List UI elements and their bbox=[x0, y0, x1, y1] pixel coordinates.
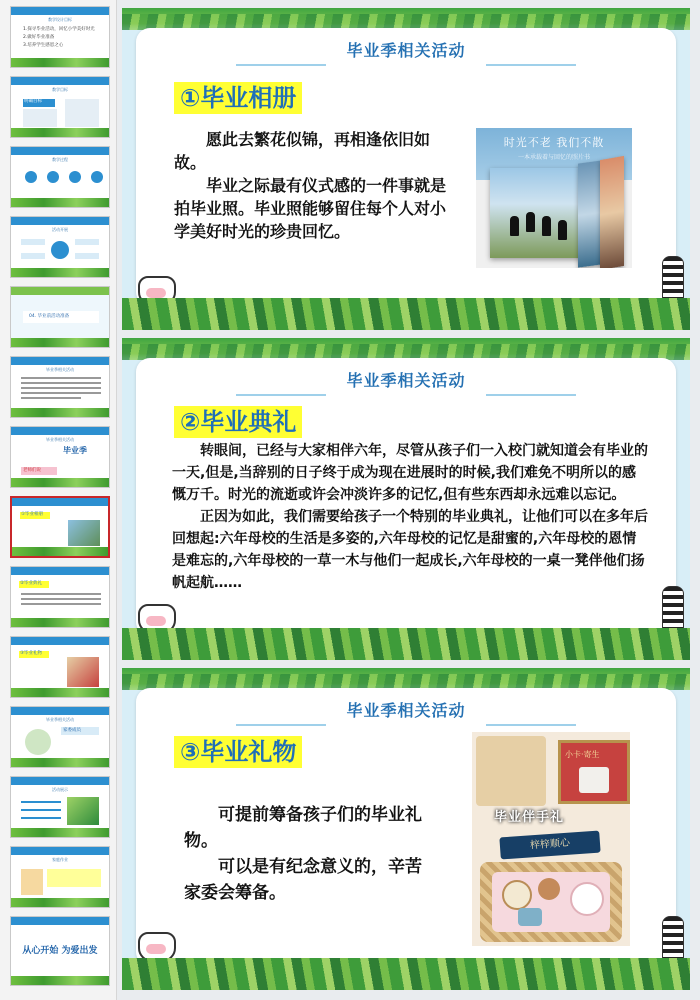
thumb-banner bbox=[11, 77, 109, 85]
section-heading: ②毕业典礼 bbox=[174, 406, 302, 438]
thumb-leaf-border bbox=[11, 976, 109, 985]
thumb-heading: 毕业季相关活动 bbox=[46, 437, 74, 442]
slide-thumbnail-1[interactable] bbox=[10, 6, 110, 68]
graduate-figure bbox=[510, 216, 519, 236]
gift-box bbox=[476, 736, 546, 806]
photo-book bbox=[490, 168, 590, 258]
leaf-border-bottom bbox=[122, 298, 690, 330]
slide-thumbnail-8[interactable] bbox=[10, 496, 110, 558]
thumb-heading: 家庭作业 bbox=[52, 857, 68, 862]
thumb-leaf-border bbox=[12, 547, 108, 556]
thumb-circle bbox=[25, 171, 37, 183]
thumb-image bbox=[21, 869, 43, 895]
thumb-banner bbox=[11, 917, 109, 925]
slide-graduation-album bbox=[122, 8, 690, 330]
thumb-circle bbox=[69, 171, 81, 183]
leaf-border-bottom bbox=[122, 958, 690, 990]
gift-item bbox=[570, 882, 604, 916]
gift-item bbox=[502, 880, 532, 910]
title-divider bbox=[486, 64, 576, 66]
slide-content-panel bbox=[136, 28, 676, 306]
leaf-border-bottom bbox=[122, 628, 690, 660]
slide-thumbnail-9[interactable] bbox=[10, 566, 110, 628]
photo-book bbox=[600, 156, 624, 268]
thumb-box bbox=[21, 239, 45, 245]
thumb-leaf-border bbox=[11, 618, 109, 627]
zebra-cartoon-icon bbox=[662, 256, 684, 302]
thumb-image bbox=[23, 109, 57, 127]
thumb-banner bbox=[11, 567, 109, 575]
thumb-leaf-border bbox=[11, 58, 109, 67]
photo-banner-text: 毕业伴手礼 bbox=[494, 810, 565, 825]
thumb-heading: 教学设计目标 bbox=[48, 17, 72, 22]
paragraph: 可以是有纪念意义的，辛苦家委会筹备。 bbox=[184, 857, 422, 903]
thumb-text: ②毕业典礼 bbox=[20, 581, 43, 586]
paragraph: 正因为如此，我们需要给孩子一个特别的毕业典礼，让他们可以在多年后回想起:六年母校的生活是多姿的,六年母校的记忆是甜蜜的,六年母校的恩情是难忘的,六年母校的一草一木与他们一起成长,六年母校的一桌一凳伴他们扬帆起航…… bbox=[172, 509, 648, 591]
thumb-big-text: 从心开始 为爱出发 bbox=[22, 946, 98, 956]
thumb-text-line bbox=[21, 382, 101, 384]
thumb-heading: 教学过程 bbox=[52, 157, 68, 162]
slide-thumbnail-7[interactable] bbox=[10, 426, 110, 488]
leaf-border-top bbox=[122, 668, 690, 690]
thumb-leaf-border bbox=[11, 898, 109, 907]
thumb-box bbox=[21, 253, 45, 259]
thumb-leaf-border bbox=[11, 128, 109, 137]
thumb-text-line bbox=[21, 392, 101, 394]
thumb-text: 家委成员 bbox=[63, 728, 81, 733]
slide-body-text bbox=[184, 802, 430, 906]
slide-thumbnail-13[interactable] bbox=[10, 846, 110, 908]
thumb-circle bbox=[47, 171, 59, 183]
slide-thumbnail-6[interactable] bbox=[10, 356, 110, 418]
thumb-box bbox=[75, 239, 99, 245]
slide-thumbnail-5[interactable] bbox=[10, 286, 110, 348]
thumb-heading: 活动展示 bbox=[52, 787, 68, 792]
slide-thumbnail-10[interactable] bbox=[10, 636, 110, 698]
slide-title: 毕业季相关活动 bbox=[346, 41, 466, 60]
thumb-heading: 活动开展 bbox=[52, 227, 68, 232]
paragraph: 愿此去繁花似锦，再相逢依旧如故。 bbox=[174, 130, 431, 172]
slide-thumbnail-rail bbox=[0, 0, 117, 1000]
title-divider bbox=[236, 394, 326, 396]
thumb-box bbox=[75, 253, 99, 259]
thumb-text: ③毕业礼物 bbox=[20, 651, 43, 656]
thumb-banner bbox=[11, 847, 109, 855]
zebra-cartoon-icon bbox=[662, 586, 684, 632]
thumb-heading: 毕业季相关活动 bbox=[46, 367, 74, 372]
slide-thumbnail-3[interactable] bbox=[10, 146, 110, 208]
thumb-text-line bbox=[21, 387, 101, 389]
thumb-banner bbox=[11, 147, 109, 155]
slide-thumbnail-2[interactable] bbox=[10, 76, 110, 138]
thumb-image bbox=[65, 99, 99, 127]
thumb-text-line bbox=[21, 598, 101, 600]
thumb-text-line bbox=[21, 397, 81, 399]
thumb-text: ①毕业相册 bbox=[21, 512, 44, 517]
photo-badge: 梓梓顺心 bbox=[499, 831, 600, 860]
thumb-leaf-border bbox=[11, 198, 109, 207]
graduate-figure bbox=[526, 212, 535, 232]
thumb-circle bbox=[91, 171, 103, 183]
thumb-big-text: 毕业季 bbox=[63, 446, 87, 455]
thumb-leaf-border bbox=[11, 758, 109, 767]
thumb-image bbox=[67, 657, 99, 687]
slide-graduation-ceremony bbox=[122, 338, 690, 660]
thumb-banner bbox=[11, 7, 109, 15]
thumb-image bbox=[68, 520, 100, 546]
photo-caption: 时光不老 我们不散 bbox=[503, 136, 605, 149]
slide-content-panel bbox=[136, 688, 676, 966]
photo-book-image bbox=[476, 128, 632, 268]
slide-thumbnail-12[interactable] bbox=[10, 776, 110, 838]
thumb-text-line bbox=[21, 603, 101, 605]
thumb-leaf-border bbox=[11, 478, 109, 487]
slide-body-text bbox=[172, 440, 648, 594]
graduate-figure bbox=[558, 220, 567, 240]
leaf-border-top bbox=[122, 338, 690, 360]
section-heading: ③毕业礼物 bbox=[174, 736, 302, 768]
thumb-text: 老师们说 bbox=[23, 468, 41, 473]
thumb-text: 1.探寻毕业活动，回忆小学美好时光 bbox=[23, 27, 95, 32]
photo-subcaption: 一本承载着与回忆的照片书 bbox=[517, 154, 590, 161]
title-divider bbox=[486, 724, 576, 726]
thumb-leaf-border bbox=[11, 408, 109, 417]
thumb-box bbox=[47, 869, 101, 887]
thumb-banner bbox=[11, 357, 109, 365]
thumb-banner bbox=[11, 287, 109, 295]
thumb-leaf-border bbox=[11, 338, 109, 347]
thumb-banner bbox=[11, 217, 109, 225]
title-divider bbox=[236, 724, 326, 726]
thumb-banner bbox=[11, 637, 109, 645]
gift-item bbox=[518, 908, 542, 926]
thumb-circle bbox=[25, 729, 51, 755]
thumb-heading: 毕业季相关活动 bbox=[46, 717, 74, 722]
paragraph: 可提前筹备孩子们的毕业礼物。 bbox=[184, 805, 422, 851]
slide-content-panel bbox=[136, 358, 676, 636]
thumb-leaf-border bbox=[11, 688, 109, 697]
thumb-leaf-border bbox=[11, 268, 109, 277]
gift-box-photo bbox=[472, 732, 630, 946]
graduate-figure bbox=[542, 216, 551, 236]
slide-title: 毕业季相关活动 bbox=[346, 371, 466, 390]
leaf-border-top bbox=[122, 8, 690, 30]
thumb-banner bbox=[11, 707, 109, 715]
slide-thumbnail-4[interactable] bbox=[10, 216, 110, 278]
thumb-text-line bbox=[21, 809, 61, 811]
thumb-banner bbox=[12, 498, 108, 506]
thumb-text: 2.做好毕业准备 bbox=[23, 35, 55, 40]
photo-book bbox=[578, 160, 602, 267]
title-divider bbox=[236, 64, 326, 66]
slide-thumbnail-11[interactable] bbox=[10, 706, 110, 768]
slide-body-text bbox=[174, 128, 446, 243]
thumb-text: 3.培养学生感恩之心 bbox=[23, 43, 64, 48]
thumb-text-line bbox=[21, 377, 101, 379]
gift-item bbox=[538, 878, 560, 900]
gift-box-red bbox=[558, 740, 630, 804]
thumb-circle bbox=[51, 241, 69, 259]
title-divider bbox=[486, 394, 576, 396]
thumb-heading: 教学目标 bbox=[52, 87, 68, 92]
thumb-leaf-border bbox=[11, 828, 109, 837]
thumb-banner bbox=[11, 777, 109, 785]
thumb-text-line bbox=[21, 817, 61, 819]
paragraph: 毕业之际最有仪式感的一件事就是拍毕业照。毕业照能够留住每个人对小学美好时光的珍贵回忆。 bbox=[174, 176, 447, 241]
section-heading: ①毕业相册 bbox=[174, 82, 302, 114]
thumb-text: 明确目标 bbox=[24, 99, 42, 104]
thumb-text: 04. 毕业前活动准备 bbox=[29, 314, 70, 319]
slide-thumbnail-14[interactable] bbox=[10, 916, 110, 986]
thumb-image bbox=[67, 797, 99, 825]
thumb-banner bbox=[11, 427, 109, 435]
slide-title: 毕业季相关活动 bbox=[346, 701, 466, 720]
gift-box-label: 小卡·寄生 bbox=[565, 750, 600, 759]
gift-cup bbox=[579, 767, 609, 793]
thumb-text-line bbox=[21, 801, 61, 803]
paragraph: 转眼间，已经与大家相伴六年，尽管从孩子们一入校门就知道会有毕业的一天,但是,当辞别的日子终于成为现在进展时的时候,我们难免不明所以的感慨万千。时光的流逝或许会冲淡许多的记忆,但有些东西却永远难以忘记。 bbox=[172, 443, 648, 503]
thumb-text-line bbox=[21, 593, 101, 595]
slide-graduation-gifts bbox=[122, 668, 690, 990]
zebra-cartoon-icon bbox=[662, 916, 684, 962]
